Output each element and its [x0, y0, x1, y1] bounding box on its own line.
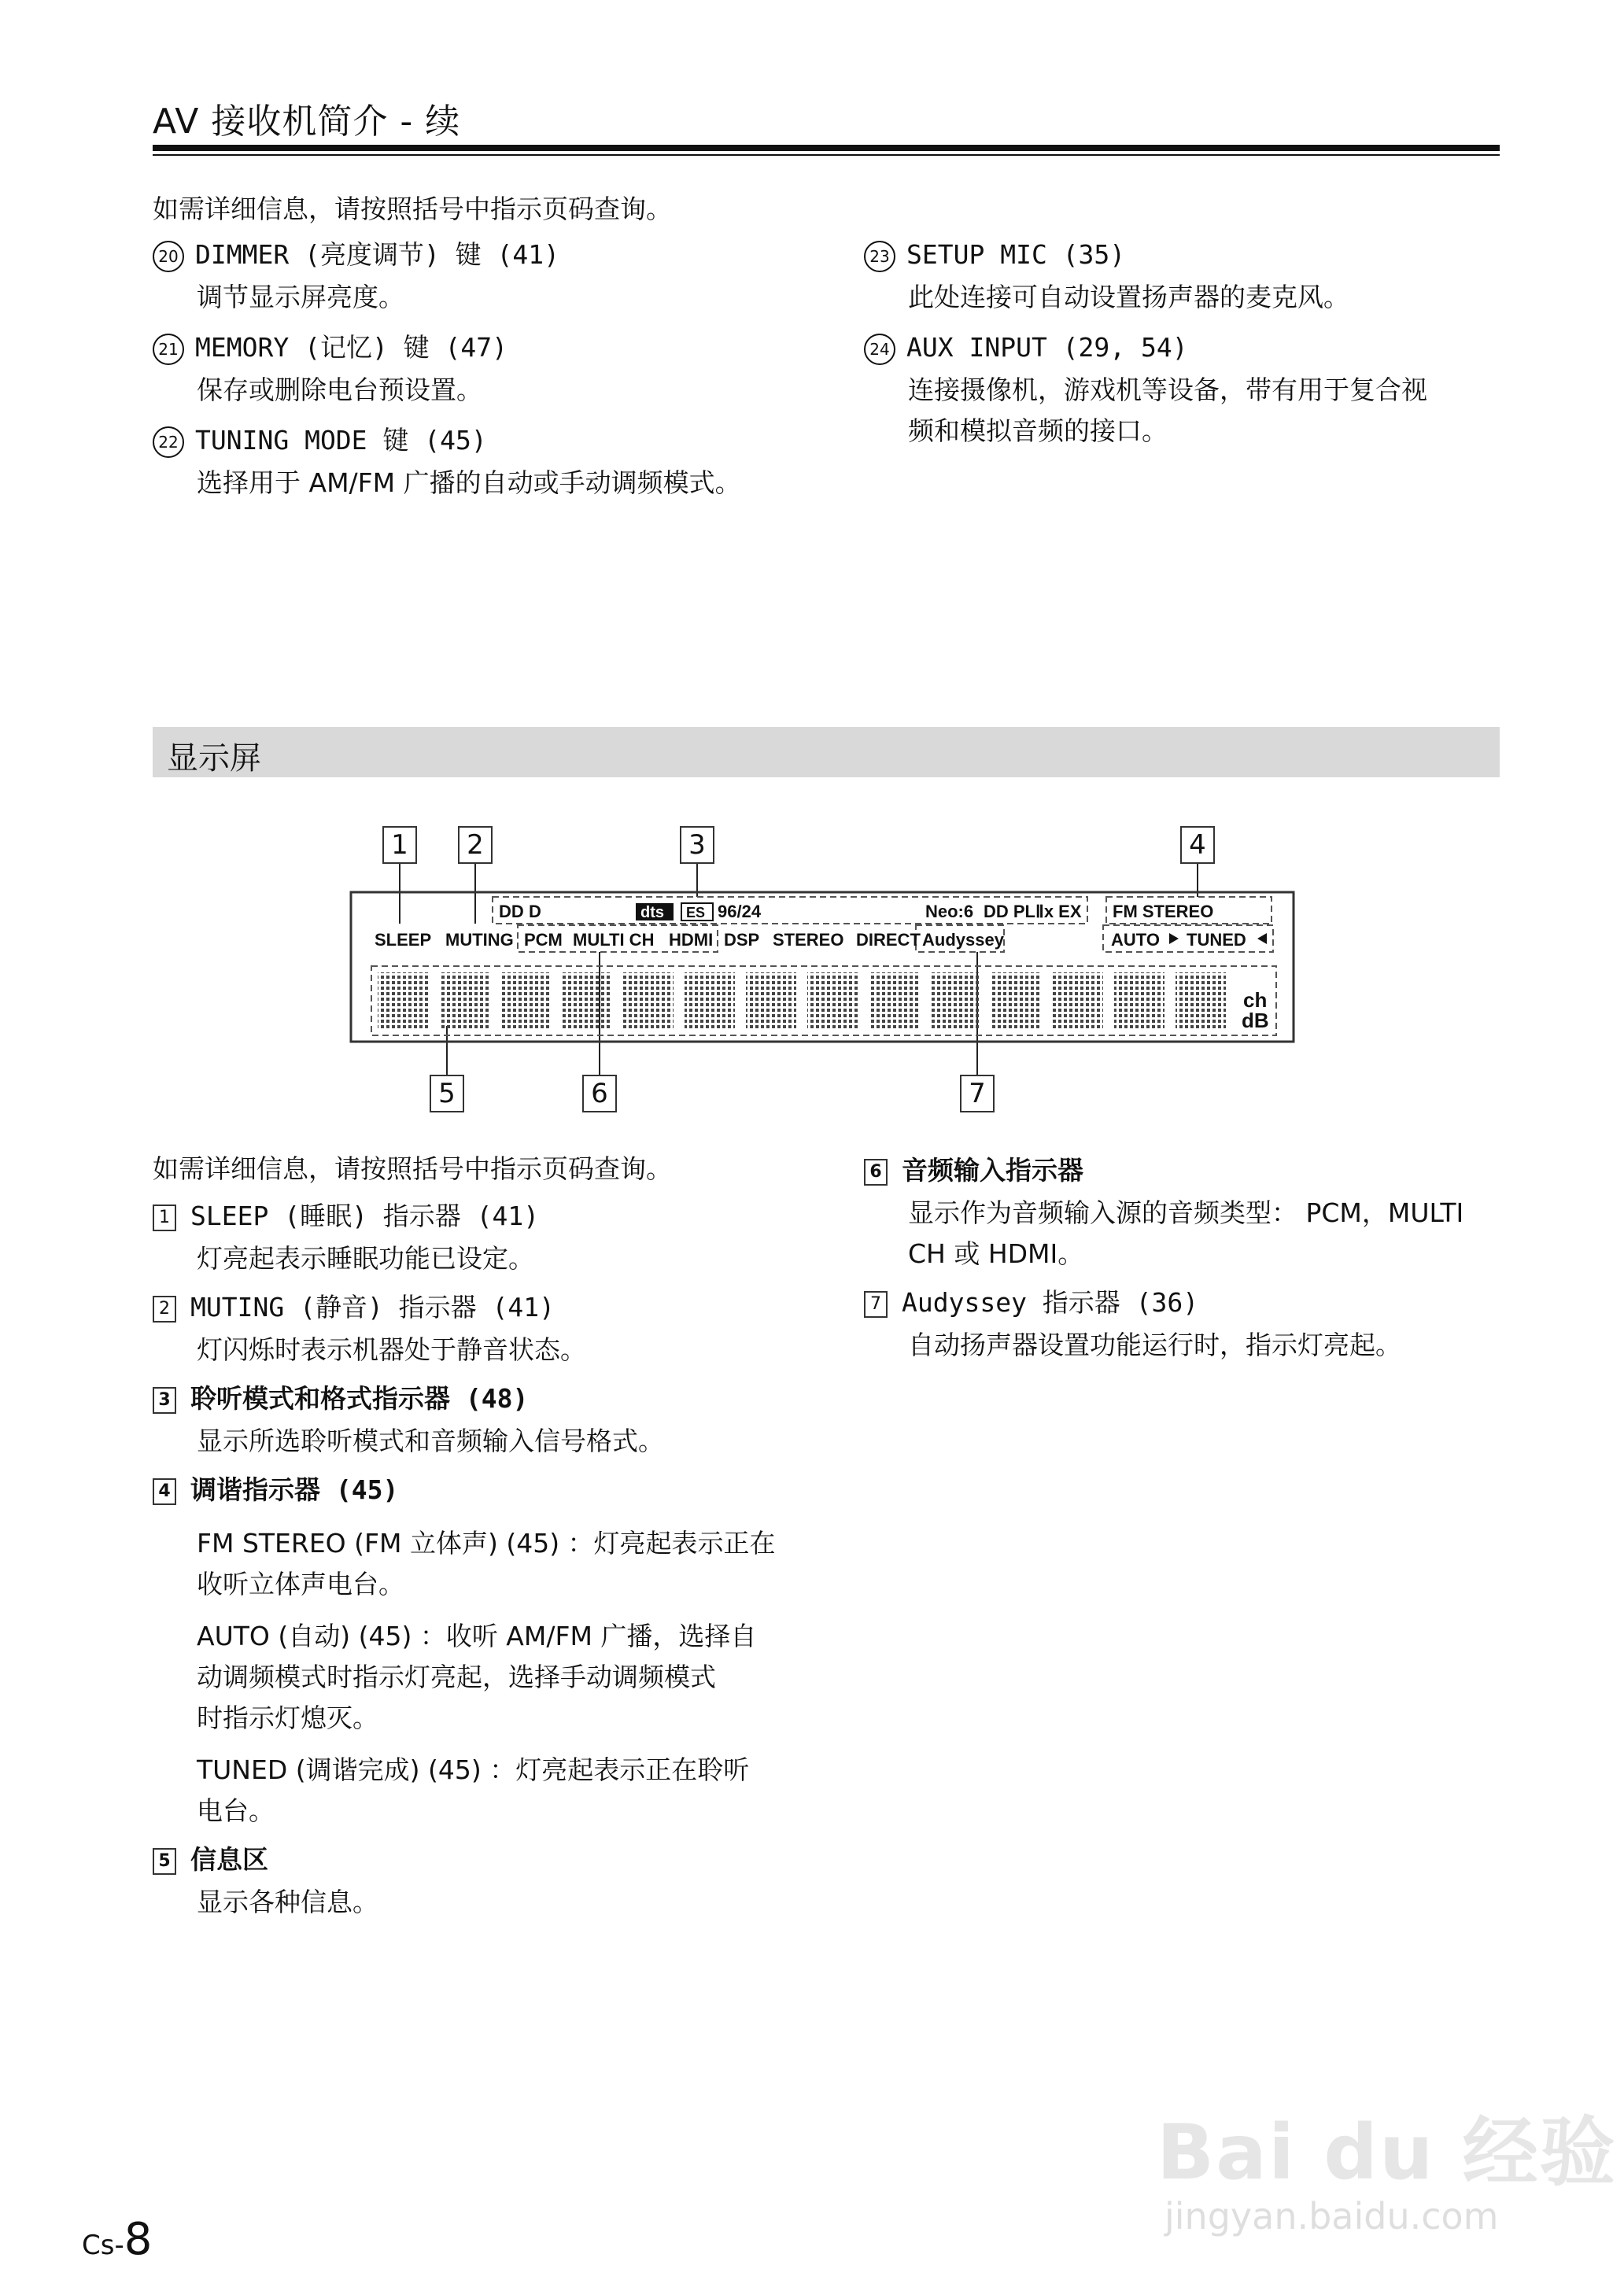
fm-stereo-label: FM STEREO	[1113, 902, 1214, 921]
char-cell	[1053, 972, 1103, 1031]
char-cell	[746, 972, 796, 1031]
page-num: 8	[124, 2214, 153, 2265]
tuning-para	[197, 1523, 829, 1605]
item-desc-line: CH 或 HDMI。	[908, 1238, 1084, 1269]
item-desc: 调节显示屏亮度。	[197, 282, 404, 312]
rate-label: 96/24	[718, 902, 762, 921]
item-desc: 显示各种信息。	[197, 1887, 378, 1917]
es-label: ES	[686, 905, 706, 920]
display-left-list	[153, 1194, 829, 1923]
tuning-line: 动调频模式时指示灯亮起，选择手动调频模式	[197, 1662, 716, 1692]
pcm-label: PCM	[524, 930, 563, 950]
neo6-label: Neo:6	[925, 902, 974, 921]
item-number: 23	[864, 241, 895, 272]
tuning-line: 收听立体声电台。	[197, 1569, 404, 1599]
callout-5: 5	[430, 1075, 464, 1112]
callout-4: 4	[1180, 826, 1215, 864]
plii-label: DD PLⅡx EX	[984, 902, 1082, 921]
item-term: 聆听模式和格式指示器 (48)	[190, 1383, 529, 1414]
item-desc: 选择用于 AM/FM 广播的自动或手动调频模式。	[197, 467, 741, 498]
tuning-line: AUTO (自动) (45) ：收听 AM/FM 广播，选择自	[197, 1621, 757, 1651]
db-label: dB	[1242, 1009, 1269, 1032]
item-desc: 显示所选聆听模式和音频输入信号格式。	[197, 1426, 664, 1456]
item-desc-line: 连接摄像机，游戏机等设备，带有用于复合视	[908, 374, 1427, 405]
tuning-line: 时指示灯熄灭。	[197, 1703, 378, 1733]
watermark-url: jingyan.baidu.com	[1164, 2195, 1499, 2238]
item-desc: 保存或删除电台预设置。	[197, 374, 482, 405]
list-item	[153, 1468, 829, 1832]
tuning-line: TUNED (调谐完成) (45) ：灯亮起表示正在聆听	[197, 1754, 750, 1785]
hdmi-label: HDMI	[669, 930, 714, 950]
item-term: 音频输入指示器	[902, 1155, 1083, 1186]
char-cell	[869, 972, 919, 1031]
direct-label: DIRECT	[856, 930, 921, 950]
char-cell	[562, 972, 612, 1031]
item-number: 22	[153, 426, 184, 458]
list-item	[864, 1281, 1509, 1366]
tuned-right-arrow-icon	[1257, 933, 1267, 944]
list-item	[864, 1149, 1509, 1275]
stereo-label: STEREO	[773, 930, 844, 950]
tuning-line: 电台。	[197, 1795, 275, 1826]
display-intro: 如需详细信息，请按照括号中指示页码查询。	[153, 1153, 672, 1184]
item-desc: 灯亮起表示睡眠功能已设定。	[197, 1243, 534, 1274]
dolby-dd-label: DD	[499, 902, 524, 921]
tuned-label: TUNED	[1187, 930, 1246, 950]
auto-label: AUTO	[1111, 930, 1160, 950]
char-cell	[439, 972, 489, 1031]
tuning-para	[197, 1750, 829, 1832]
char-cell	[500, 972, 551, 1031]
item-number: 1	[153, 1205, 176, 1231]
char-cell	[991, 972, 1042, 1031]
char-cell	[930, 972, 980, 1031]
item-number: 7	[864, 1291, 888, 1318]
item-desc: 此处连接可自动设置扬声器的麦克风。	[908, 282, 1349, 312]
item-term: AUX INPUT (29, 54)	[906, 332, 1188, 363]
item-desc: 灯闪烁时表示机器处于静音状态。	[197, 1334, 586, 1365]
char-cell	[685, 972, 735, 1031]
item-desc-line: 频和模拟音频的接口。	[908, 415, 1168, 446]
multich-label: MULTI CH	[573, 930, 655, 950]
dts-label: dts	[640, 904, 664, 921]
list-item	[153, 1194, 829, 1279]
item-term: Audyssey 指示器 (36)	[902, 1287, 1199, 1318]
callout-1: 1	[382, 826, 417, 864]
callout-7: 7	[960, 1075, 995, 1112]
sleep-label: SLEEP	[375, 930, 432, 950]
page-number	[82, 2214, 152, 2265]
item-desc-line: 显示作为音频输入源的音频类型： PCM，MULTI	[908, 1197, 1464, 1228]
list-item	[153, 1377, 829, 1462]
watermark-logo: Bai du 经验	[1157, 2108, 1617, 2197]
item-term: SETUP MIC (35)	[906, 239, 1126, 270]
item-number: 2	[153, 1296, 176, 1323]
tuned-left-arrow-icon	[1169, 933, 1179, 944]
callout-2: 2	[458, 826, 493, 864]
ch-label: ch	[1243, 988, 1268, 1012]
char-cell	[378, 972, 428, 1031]
item-number: 21	[153, 334, 184, 365]
item-number: 3	[153, 1387, 176, 1414]
tuning-line: FM STEREO (FM 立体声) (45) ：灯亮起表示正在	[197, 1528, 776, 1559]
char-cell	[807, 972, 858, 1031]
item-term: 调谐指示器 (45)	[190, 1474, 399, 1505]
item-term: MUTING (静音) 指示器 (41)	[190, 1292, 555, 1323]
list-item	[153, 1286, 829, 1371]
callout-6: 6	[582, 1075, 617, 1112]
item-term: MEMORY (记忆) 键 (47)	[195, 332, 508, 363]
top-intro: 如需详细信息，请按照括号中指示页码查询。	[153, 194, 672, 224]
item-number: 6	[864, 1159, 888, 1186]
char-cell	[1114, 972, 1164, 1031]
item-number: 5	[153, 1848, 176, 1875]
dsp-label: DSP	[724, 930, 760, 950]
item-term: SLEEP (睡眠) 指示器 (41)	[190, 1201, 540, 1231]
item-number: 4	[153, 1478, 176, 1505]
section-title: 显示屏	[167, 740, 261, 777]
audyssey-label: Audyssey	[922, 930, 1004, 950]
callout-3: 3	[680, 826, 714, 864]
muting-label: MUTING	[445, 930, 514, 950]
page-prefix: Cs-	[82, 2230, 124, 2261]
item-term: 信息区	[190, 1844, 268, 1875]
char-cell	[1176, 972, 1226, 1031]
item-desc: 自动扬声器设置功能运行时，指示灯亮起。	[908, 1330, 1401, 1360]
item-number: 24	[864, 334, 895, 365]
item-term: TUNING MODE 键 (45)	[195, 425, 487, 456]
tuning-para	[197, 1616, 829, 1739]
page-header-title: AV 接收机简介 - 续	[153, 101, 461, 142]
item-term: DIMMER (亮度调节) 键 (41)	[195, 239, 560, 270]
display-right-list	[864, 1149, 1509, 1366]
dolby-d-label: D	[529, 902, 541, 921]
list-item	[153, 1838, 829, 1923]
char-cell	[623, 972, 674, 1031]
item-number: 20	[153, 241, 184, 272]
